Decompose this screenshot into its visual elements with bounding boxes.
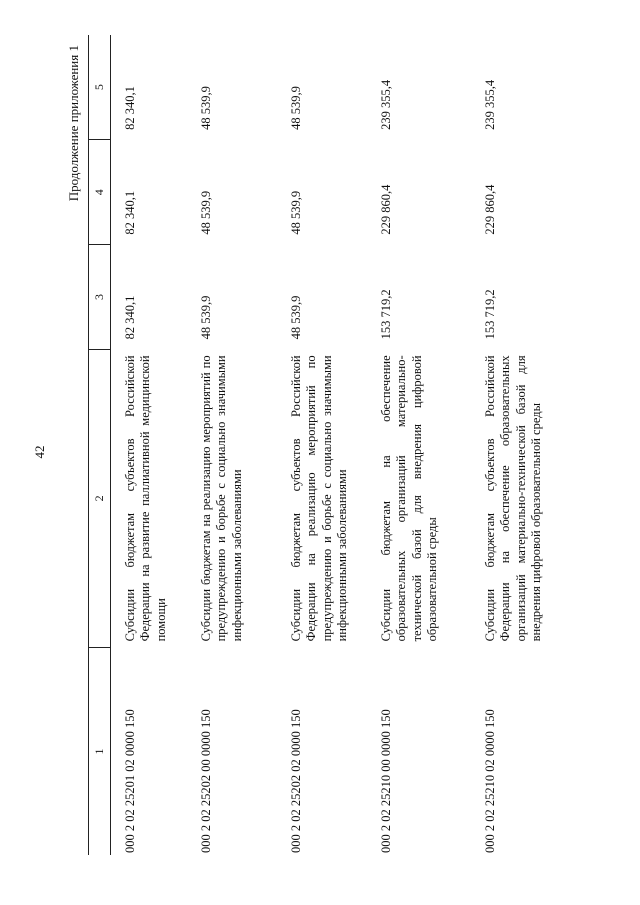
budget-code: 000 2 02 25210 02 0000 150	[483, 709, 497, 853]
amount-col3: 82 340,1	[123, 295, 137, 340]
column-header: 5	[89, 35, 111, 140]
table-row	[471, 35, 561, 855]
amount-col4: 48 539,9	[199, 190, 213, 235]
item-name: Субсидии бюджетам на реализацию мероприятий по предупреждению и борьбе с социально значимыми инфекционными заболеваниями	[199, 355, 244, 642]
amount-col3: 153 719,2	[483, 289, 497, 340]
table-row	[187, 35, 277, 855]
table-row	[277, 35, 367, 855]
amount-col5: 239 355,4	[379, 79, 393, 130]
amount-col3: 153 719,2	[379, 289, 393, 340]
column-header: 3	[89, 245, 111, 350]
amount-col3: 48 539,9	[199, 295, 213, 340]
amount-col5: 48 539,9	[199, 86, 213, 130]
item-name: Субсидии бюджетам субъектов Российской Федерации на реализацию мероприятий по предупреждению и борьбе с социально значимыми инфекционными заболеваниями	[289, 355, 349, 642]
table-row	[111, 35, 188, 855]
item-name: Субсидии бюджетам субъектов Российской Федерации на обеспечение образовательных организаций материально-технической базой для внедрения цифровой образовательной среды	[483, 355, 543, 642]
amount-col4: 229 860,4	[379, 184, 393, 235]
column-header: 2	[89, 349, 111, 647]
amount-col5: 239 355,4	[483, 79, 497, 130]
budget-code: 000 2 02 25201 02 0000 150	[123, 709, 137, 853]
budget-code: 000 2 02 25202 02 0000 150	[289, 709, 303, 853]
amount-col4: 82 340,1	[123, 190, 137, 235]
item-name: Субсидии бюджетам субъектов Российской Федерации на развитие паллиативной медицинской помощи	[123, 355, 168, 642]
appendix-caption: Продолжение приложения 1	[66, 45, 81, 202]
table-header-row	[89, 35, 111, 855]
column-header: 4	[89, 140, 111, 245]
item-name: Субсидии бюджетам на обеспечение образовательных организаций материально-технической базой для внедрения цифровой образовательной среды	[379, 355, 439, 642]
amount-col3: 48 539,9	[289, 295, 303, 340]
budget-table-container	[88, 35, 568, 855]
page-number: 42	[32, 445, 47, 459]
budget-code: 000 2 02 25202 00 0000 150	[199, 709, 213, 853]
amount-col5: 48 539,9	[289, 86, 303, 130]
column-header: 1	[89, 647, 111, 855]
amount-col4: 48 539,9	[289, 190, 303, 235]
amount-col5: 82 340,1	[123, 86, 137, 130]
budget-code: 000 2 02 25210 00 0000 150	[379, 709, 393, 853]
amount-col4: 229 860,4	[483, 184, 497, 235]
table-row	[367, 35, 471, 855]
budget-table	[88, 35, 561, 855]
